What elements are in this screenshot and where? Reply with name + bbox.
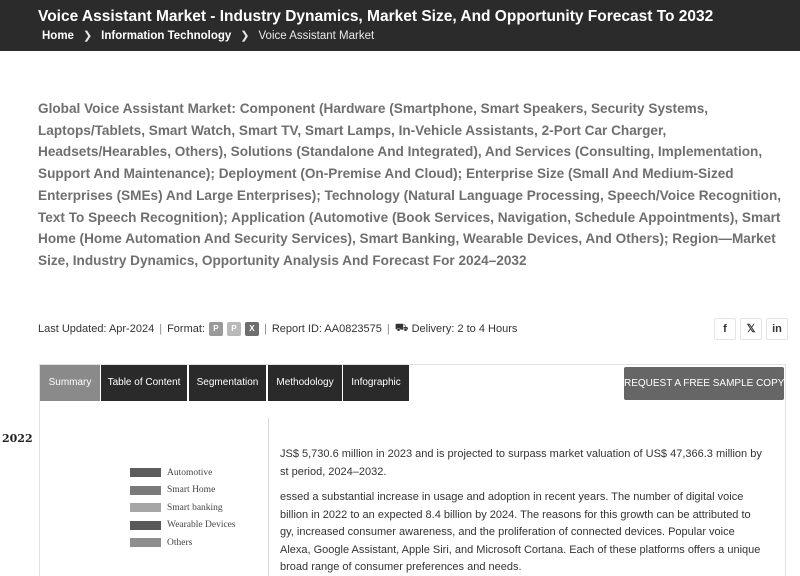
report-id: Report ID: AA0823575 xyxy=(271,323,382,335)
x-share-button[interactable]: 𝕏 xyxy=(740,318,762,340)
chevron-right-icon: ❯ xyxy=(240,30,250,42)
legend-label: Smart banking xyxy=(167,502,223,513)
excel-format-icon: X xyxy=(245,322,259,336)
request-sample-button[interactable]: REQUEST A FREE SAMPLE COPY xyxy=(624,367,784,400)
tab-methodology[interactable]: Methodology xyxy=(268,365,342,401)
legend-label: Others xyxy=(167,537,193,548)
divider: | xyxy=(386,323,390,335)
legend-item xyxy=(130,482,236,500)
last-updated: Last Updated: Apr-2024 xyxy=(38,323,155,335)
chart-legend xyxy=(130,464,236,552)
delivery-time: Delivery: 2 to 4 Hours xyxy=(411,323,518,335)
chevron-right-icon: ❯ xyxy=(82,30,93,42)
breadcrumb xyxy=(42,29,374,42)
summary-line: st period, 2024–2032. xyxy=(280,465,387,478)
legend-item xyxy=(130,534,236,552)
summary-line: broad range of consumer preferences and needs. xyxy=(280,561,522,573)
summary-line: billion in 2022 to an expected 8.4 billion by 2024. The reasons for this growth can be attributed to xyxy=(280,508,751,521)
report-title: Global Voice Assistant Market: Component (Hardware (Smartphone, Smart Speakers, Security Systems, Laptops/Tablets, Smart Watch, Smart TV, Smart Lamps, In-Vehicle Assistants, 2-Port Car Charger, Headsets/Hearables, Others), Solutions (Standalone And Integrated), And Services (Consulting, Implementation, Support And Maintenance); Deployment (On-Premise And Cloud); Enterprise Size (Small And Medium-Sized Enterprises (SMEs) And Large Enterprises); Technology (Natural Language Processing, Speech/Voice Recognition, Text To Speech Recognition); Application (Automotive (Book Services, Navigation, Schedule Appointments), Smart Home (Home Automation And Security Services), Smart Banking, Wearable Devices, And Others); Region—Market Size, Industry Dynamics, Opportunity Analysis And Forecast For 2024–2032 xyxy=(38,101,782,268)
summary-line: gy, increased consumer awareness, and the proliferation of connected devices. Popular voice xyxy=(280,526,735,538)
delivery-truck-icon: ⛟ xyxy=(394,322,409,334)
legend-swatch xyxy=(130,538,161,547)
legend-swatch xyxy=(130,486,161,495)
summary-line: essed a substantial increase in usage and adoption in recent years. The number of digital voice xyxy=(280,491,744,503)
summary-text xyxy=(280,446,766,576)
tab-table-of-content[interactable]: Table of Content xyxy=(101,365,187,401)
linkedin-share-button[interactable]: in xyxy=(766,318,788,340)
legend-swatch xyxy=(130,503,161,512)
divider: | xyxy=(263,323,267,335)
panel-divider xyxy=(268,418,269,576)
breadcrumb-home[interactable]: Home xyxy=(42,29,74,42)
page-title: Voice Assistant Market - Industry Dynamics, Market Size, And Opportunity Forecast To 2032 xyxy=(38,8,714,25)
header-bar xyxy=(0,0,800,51)
summary-line: Alexa, Google Assistant, Apple Siri, and Microsoft Cortana. Each of these platforms offers a unique xyxy=(280,543,761,556)
legend-label: Smart Home xyxy=(167,485,216,496)
breadcrumb-category[interactable]: Information Technology xyxy=(101,29,232,42)
tab-infographic[interactable]: Infographic xyxy=(343,365,409,401)
pdf-format-icon: P xyxy=(209,322,223,336)
legend-item xyxy=(130,517,236,535)
facebook-share-button[interactable]: f xyxy=(714,318,736,340)
legend-swatch xyxy=(130,521,161,530)
report-meta xyxy=(38,318,517,340)
tab-summary[interactable]: Summary xyxy=(40,365,100,401)
legend-swatch xyxy=(130,468,161,477)
format-label: Format: xyxy=(167,323,205,335)
chart-year-label: 2022 xyxy=(2,432,33,445)
summary-line: JS$ 5,730.6 million in 2023 and is projected to surpass market valuation of US$ 47,366.3 million by xyxy=(280,448,762,460)
breadcrumb-current: Voice Assistant Market xyxy=(258,29,375,42)
divider: | xyxy=(159,323,163,335)
legend-item xyxy=(130,464,236,482)
legend-label: Automotive xyxy=(167,467,213,478)
legend-item xyxy=(130,499,236,517)
report-tabs xyxy=(39,364,786,402)
tab-segmentation[interactable]: Segmentation xyxy=(189,365,266,401)
ppt-format-icon: P xyxy=(227,322,241,336)
legend-label: Wearable Devices xyxy=(167,520,236,531)
